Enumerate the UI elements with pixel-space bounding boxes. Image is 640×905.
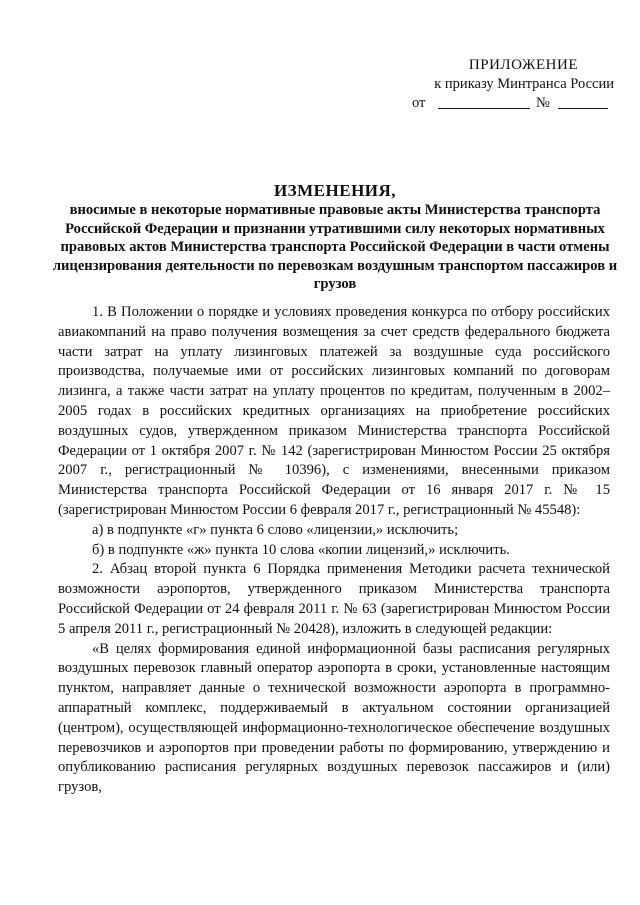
paragraph-2-quote: «В целях формирования единой информационной базы расписания регулярных воздушных перевозок главный оператор аэропорта в сроки, установленные настоящим пунктом, направляет данные о технической возможности аэропорта в программно-аппаратный комплекс, поддерживаемый в актуальном состоянии организацией (центром), осуществляющей информационно-технологическое обеспечение воздушных перевозчиков и аэропортов при проведении работы по формированию, утверждению и опубликованию расписания регулярных воздушных перевозок пассажиров и (или) грузов, <box>58 640 610 796</box>
appendix-date-blank <box>438 108 530 109</box>
appendix-title: ПРИЛОЖЕНИЕ <box>468 57 578 73</box>
appendix-number-blank <box>558 108 608 109</box>
heading-main: ИЗМЕНЕНИЯ, <box>273 181 397 200</box>
appendix-from-label: от <box>412 95 426 111</box>
appendix-block <box>404 56 614 113</box>
paragraph-1: 1. В Положении о порядке и условиях проведения конкурса по отбору российских авиакомпаний на право получения возмещения за счет средств федерального бюджета части затрат на уплату лизинговых платежей за воздушные суда российского производства, получаемые ими от российских лизинговых компаний по договорам лизинга, а также части затрат на уплату процентов по кредитам, полученным в 2002–2005 годах в российских кредитных организациях на приобретение российских воздушных судов, утвержденном приказом Министерства транспорта Российской Федерации от 1 октября 2007 г. № 142 (зарегистрирован Минюстом России 25 октября 2007 г., регистрационный № 10396), с изменениями, внесенными приказом Министерства транспорта Российской Федерации от 16 января 2017 г. № 15 (зарегистрирован Минюстом России 6 февраля 2017 г., регистрационный № 45548): <box>58 304 610 518</box>
appendix-number-label: № <box>536 95 550 111</box>
appendix-date-number-line <box>404 94 614 113</box>
paragraph-1b: б) в подпункте «ж» пункта 10 слова «копии лицензий,» исключить. <box>92 541 510 558</box>
heading-subtitle: вносимые в некоторые нормативные правовые акты Министерства транспорта Российской Федерации и признании утратившими силу некоторых нормативных правовых актов Министерства транспорта Российской Федерации в части отмены лицензирования деятельности по перевозкам воздушным транспортом пассажиров и грузов <box>52 202 618 292</box>
paragraph-1a: а) в подпункте «г» пункта 6 слово «лицензии,» исключить; <box>92 521 459 538</box>
document-heading <box>50 180 620 294</box>
paragraph-2: 2. Абзац второй пункта 6 Порядка применения Методики расчета технической возможности аэропортов, утвержденного приказом Министерства транспорта Российской Федерации от 24 февраля 2011 г. № 63 (зарегистрирован Минюстом России 5 апреля 2011 г., регистрационный № 20428), изложить в следующей редакции: <box>58 561 610 637</box>
appendix-order-line: к приказу Минтранса России <box>434 76 614 92</box>
document-body <box>58 303 610 798</box>
